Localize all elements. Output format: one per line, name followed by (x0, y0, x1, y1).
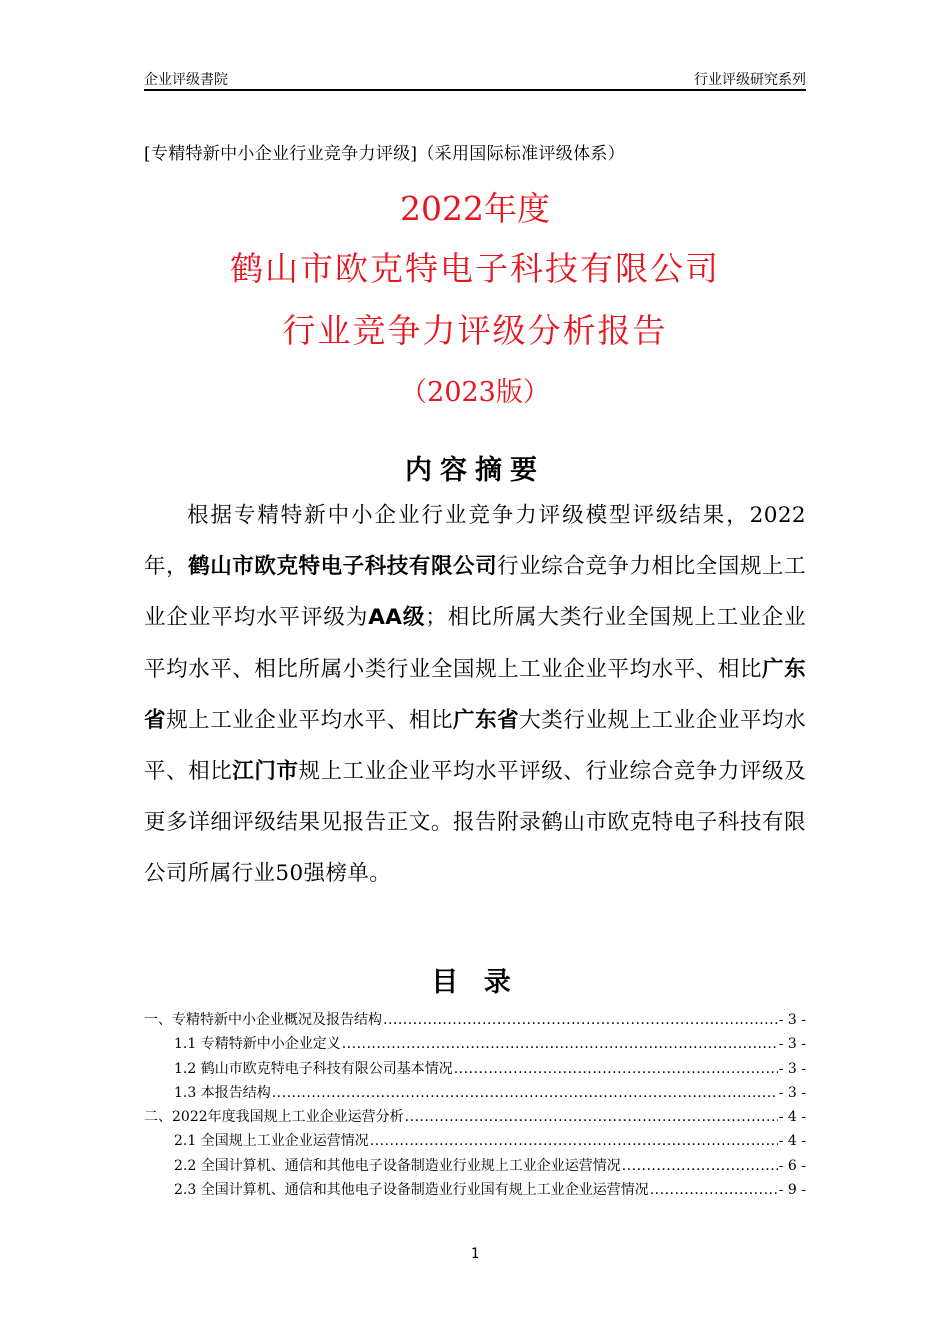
header-publisher: 企业评级書院 (144, 72, 228, 88)
toc-entry[interactable] (144, 1032, 806, 1056)
dot-leader (622, 1154, 778, 1178)
dot-leader (272, 1081, 778, 1105)
rating-grade: AA级 (368, 605, 426, 631)
toc-entry-page[interactable]: - 4 - (778, 1133, 806, 1150)
summary-text: 规上工业企业平均水平评级、行业综合竞争力评级及更多详细评级结果见报告正文。报告附录鹤山市欧克特电子科技有限公司所属行业50强榜单。 (144, 759, 806, 887)
toc-entry-page[interactable]: - 9 - (778, 1182, 806, 1199)
header-series: 行业评级研究系列 (694, 72, 806, 88)
province-name: 广东省 (144, 656, 806, 733)
toc-entry[interactable] (144, 1057, 806, 1081)
summary-heading: 内容摘要 (405, 455, 545, 486)
page-number: 1 (470, 1246, 480, 1262)
toc-entry-page[interactable]: - 4 - (778, 1109, 806, 1126)
toc-entry-label[interactable]: 一、专精特新中小企业概况及报告结构 (144, 1012, 382, 1028)
toc-entry-label[interactable]: 二、2022年度我国规上工业企业运营分析 (144, 1109, 404, 1126)
title-edition: （2023版） (400, 377, 550, 408)
toc-entry[interactable] (144, 1129, 806, 1153)
toc-entry-label[interactable]: 2.3 全国计算机、通信和其他电子设备制造业行业国有规上工业企业运营情况 (174, 1182, 649, 1199)
title-year: 2022年度 (400, 189, 550, 228)
toc-entry[interactable] (144, 1081, 806, 1105)
company-name: 鹤山市欧克特电子科技有限公司 (188, 554, 498, 580)
dot-leader (650, 1178, 778, 1202)
dot-leader (383, 1008, 778, 1032)
summary-paragraph (144, 490, 806, 900)
running-header (144, 67, 806, 91)
summary-text: 行业综合竞争力相比全国规上工业企业平均水平评级为 (144, 554, 806, 631)
summary-text: 大类行业规上工业企业平均水平、相比 (144, 707, 806, 785)
summary-text: 规上工业企业平均水平、相比 (166, 707, 454, 733)
city-name: 江门市 (232, 759, 299, 785)
toc-entry-label[interactable]: 1.2 鹤山市欧克特电子科技有限公司基本情况 (174, 1060, 453, 1077)
province-name: 广东省 (453, 707, 520, 733)
summary-text: ；相比所属大类行业全国规上工业企业平均水平、相比所属小类行业全国规上工业企业平均水平、相比 (144, 605, 806, 682)
toc-entry-label[interactable]: 2.1 全国规上工业企业运营情况 (174, 1133, 369, 1150)
dot-leader (405, 1105, 778, 1129)
toc-entry-label[interactable]: 2.2 全国计算机、通信和其他电子设备制造业行业规上工业企业运营情况 (174, 1157, 621, 1174)
toc-entry[interactable] (144, 1154, 806, 1178)
toc-entry-page[interactable]: - 3 - (778, 1060, 806, 1077)
toc-heading: 目 录 (431, 967, 519, 998)
toc-entry-page[interactable]: - 3 - (778, 1084, 806, 1101)
title-company: 鹤山市欧克特电子科技有限公司 (230, 249, 720, 288)
dot-leader (370, 1129, 778, 1153)
table-of-contents (144, 1008, 806, 1202)
title-report: 行业竞争力评级分析报告 (282, 311, 668, 350)
summary-text: 根据专精特新中小企业行业竞争力评级模型评级结果，2022年， (144, 503, 806, 580)
toc-entry[interactable] (144, 1178, 806, 1202)
report-subtitle: [专精特新中小企业行业竞争力评级]（采用国际标准评级体系） (144, 144, 625, 164)
toc-entry-label[interactable]: 1.1 专精特新中小企业定义 (174, 1036, 341, 1053)
toc-entry[interactable] (144, 1105, 806, 1129)
dot-leader (454, 1057, 778, 1081)
toc-entry-page[interactable]: - 3 - (778, 1012, 806, 1028)
toc-entry-page[interactable]: - 3 - (778, 1036, 806, 1053)
dot-leader (342, 1032, 778, 1056)
toc-entry-page[interactable]: - 6 - (778, 1157, 806, 1174)
toc-entry-label[interactable]: 1.3 本报告结构 (174, 1084, 271, 1101)
toc-entry[interactable] (144, 1008, 806, 1032)
